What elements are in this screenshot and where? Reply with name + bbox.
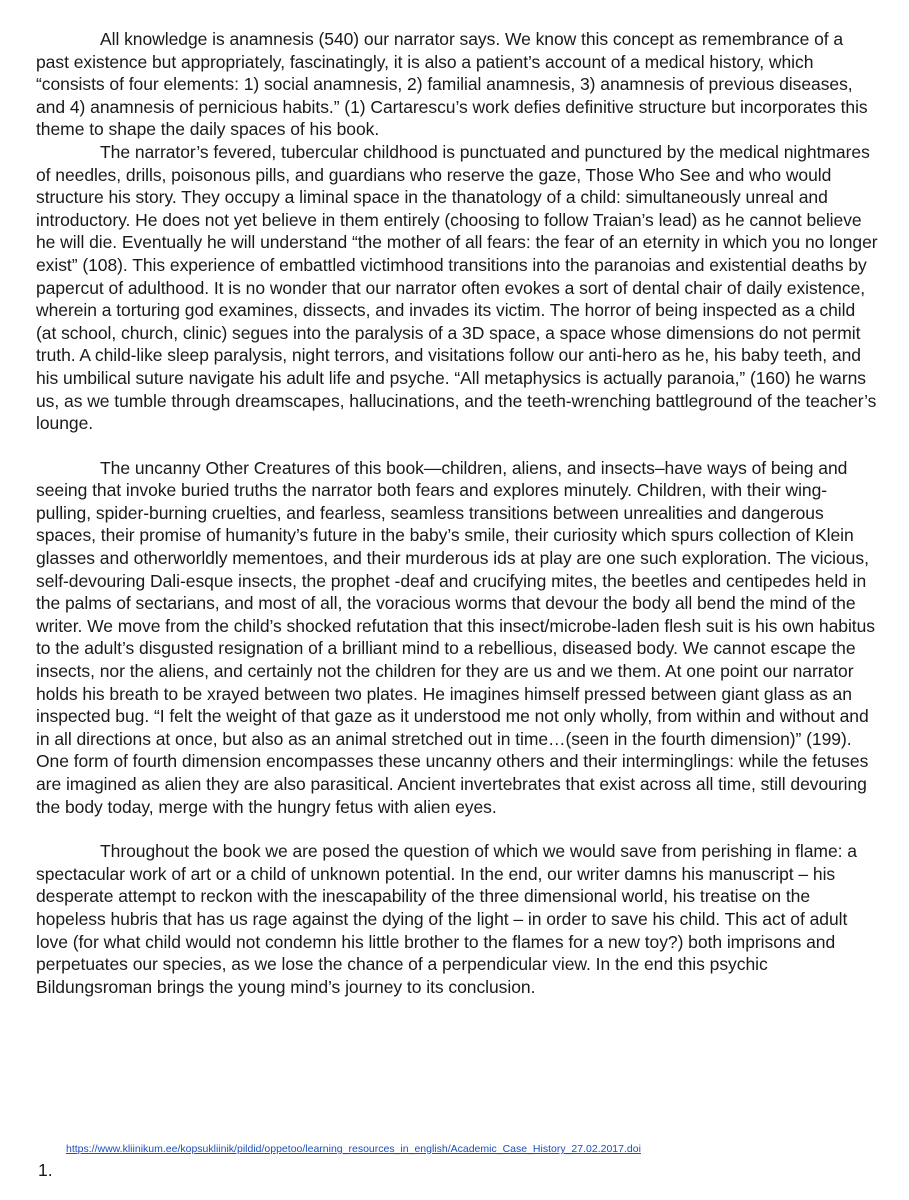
footnote-number: 1. bbox=[38, 1160, 53, 1180]
document-body bbox=[36, 28, 880, 998]
paragraph-conclusion: Throughout the book we are posed the question of which we would save from perishing in flame: a spectacular work of art or a child of unknown potential. In the end, our writer damns his manuscript – his desperate attempt to reckon with the inescapability of the three dimensional world, his treatise on the hopeless hubris that has us rage against the dying of the light – in order to save his child. This act of adult love (for what child would not condemn his little brother to the flames for a new toy?) both imprisons and perpetuates our species, as we lose the chance of a perpendicular view. In the end this psychic Bildungsroman brings the young mind’s journey to its conclusion. bbox=[36, 841, 857, 997]
paragraph-childhood: The narrator’s fevered, tubercular childhood is punctuated and punctured by the medical nightmares of needles, drills, poisonous pills, and guardians who reserve the gaze, Those Who See and who would structure his story. They occupy a liminal space in the thanatology of a child: simultaneously unreal and introductory. He does not yet believe in them entirely (choosing to follow Traian’s lead) as he cannot believe he will die. Eventually he will understand “the mother of all fears: the fear of an eternity in which you no longer exist” (108). This experience of embattled victimhood transitions into the paranoias and existential deaths by papercut of adulthood. It is no wonder that our narrator often evokes a sort of dental chair of daily existence, wherein a torturing god examines, dissects, and invades its victim. The horror of being inspected as a child (at school, church, clinic) segues into the paralysis of a 3D space, a space whose dimensions do not permit truth. A child-like sleep paralysis, night terrors, and visitations follow our anti-hero as he, his baby teeth, and his umbilical suture navigate his adult life and psyche. “All metaphysics is actually paranoia,” (160) he warns us, as we tumble through dreamscapes, hallucinations, and the teeth-wrenching battleground of the teacher’s lounge. bbox=[36, 141, 878, 434]
paragraph-other-creatures: The uncanny Other Creatures of this book—children, aliens, and insects–have ways of being and seeing that invoke buried truths the narrator both fears and explores minutely. Children, with their wing-pulling, spider-burning cruelties, and fearless, seamless transitions between unrealities and dangerous spaces, their promise of humanity’s future in the baby’s smile, their curiosity which spurs collection of Klein glasses and otherworldly mementoes, and their murderous ids at play are one such exploration. The vicious, self-devouring Dali-esque insects, the prophet -deaf and crucifying mites, the beetles and centipedes held in the palms of sectarians, and most of all, the voracious worms that devour the body all bend the mind of the writer. We move from the child’s shocked refutation that this insect/microbe-laden flesh suit is his own habitus to the adult’s disgusted resignation of a brilliant mind to a rebellious, diseased body. We cannot escape the insects, nor the aliens, and certainly not the children for they are us and we them. At one point our narrator holds his breath to be xrayed between two plates. He imagines himself pressed between giant glass as an inspected bug. “I felt the weight of that gaze as it understood me not only wholly, from within and without and in all directions at once, but also as an animal stretched out in time…(seen in the fourth dimension)” (199). One form of fourth dimension encompasses these uncanny others and their interminglings: while the fetuses are imagined as alien they are also parasitical. Ancient invertebrates that exist across all time, still devouring the body today, merge with the hungry fetus with alien eyes. bbox=[36, 457, 876, 817]
footnote bbox=[38, 1140, 898, 1180]
paragraph-anamnesis: All knowledge is anamnesis (540) our narrator says. We know this concept as remembrance of a past existence but appropriately, fascinatingly, it is also a patient’s account of a medical history, which “consists of four elements: 1) social anamnesis, 2) familial anamnesis, 3) anamnesis of previous diseases, and 4) anamnesis of pernicious habits.” (1) Cartarescu’s work defies definitive structure but incorporates this theme to shape the daily spaces of his book. bbox=[36, 29, 868, 140]
footnote-link[interactable]: https://www.kliinikum.ee/kopsukliinik/pildid/oppetoo/learning_resources_in_english/Academic_Case_History_27.02.2017.doi bbox=[66, 1143, 641, 1155]
